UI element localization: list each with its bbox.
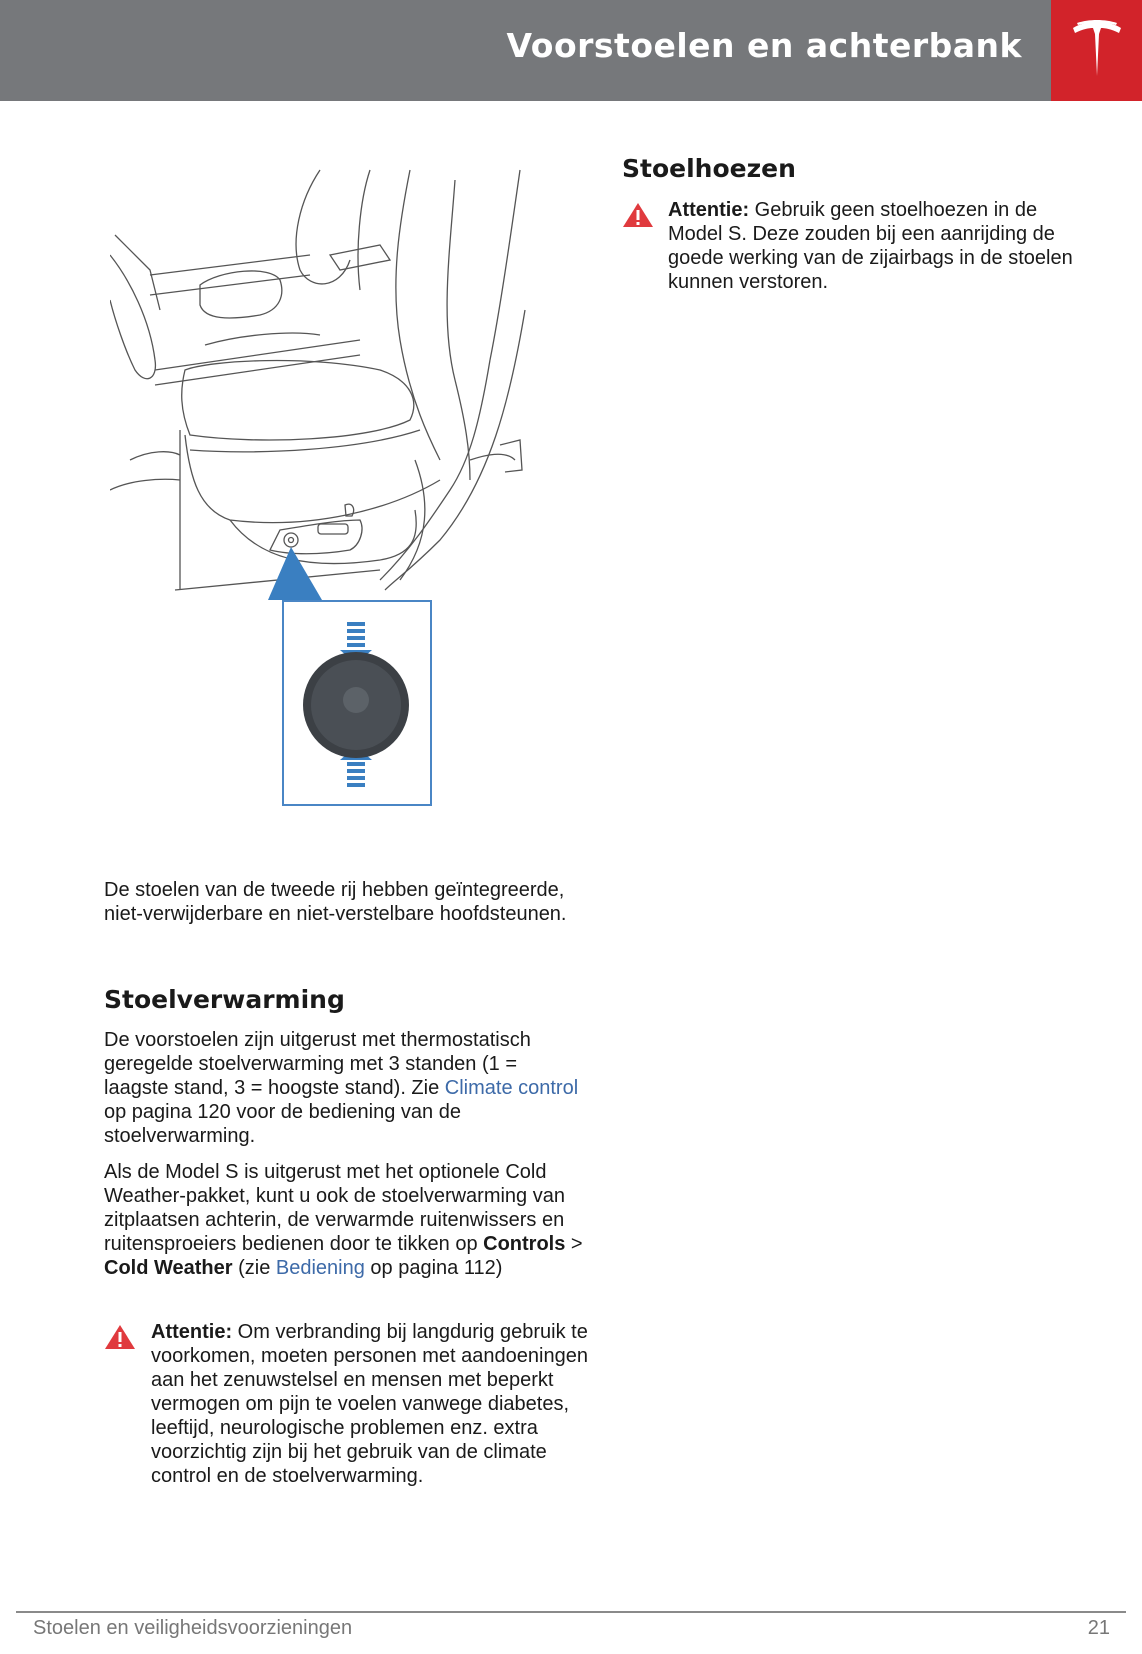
warning-label: Attentie: bbox=[151, 1321, 233, 1343]
seat-heating-paragraph-2: Als de Model S is uitgerust met het optionele Cold Weather-pakket, kunt u ook de stoelverwarming van zitplaatsen achterin, de verwarmde ruitenwissers en ruitensproeiers bedienen door te tikken op Controls > Cold Weather (zie Bediening op pagina 112) bbox=[104, 1161, 583, 1279]
cold-weather-label: Cold Weather bbox=[104, 1257, 233, 1279]
warning-label: Attentie: bbox=[668, 199, 750, 221]
seat-knob-press-icon bbox=[284, 602, 430, 804]
warning-triangle-icon bbox=[104, 1324, 136, 1350]
headrest-paragraph: De stoelen van de tweede rij hebben geïntegreerde, niet-verwijderbare en niet-verstelbare hoofdsteunen. bbox=[104, 879, 567, 925]
warning-triangle-icon bbox=[622, 202, 654, 228]
tesla-logo-box bbox=[1051, 0, 1142, 101]
bediening-link[interactable]: Bediening bbox=[275, 1257, 365, 1279]
seat-heating-paragraph-1: De voorstoelen zijn uitgerust met thermostatisch geregelde stoelverwarming met 3 standen (1 = laagste stand, 3 = hoogste stand). Zie Climate control op pagina 120 voor de bediening van de stoelverwarming. bbox=[104, 1029, 579, 1147]
knob-callout-box bbox=[282, 600, 432, 806]
tesla-logo-icon bbox=[1071, 20, 1123, 78]
controls-label: Controls bbox=[483, 1233, 566, 1255]
seat-illustration bbox=[110, 160, 570, 860]
climate-control-link[interactable]: Climate control bbox=[444, 1077, 579, 1099]
page-number: 21 bbox=[1087, 1617, 1110, 1639]
seat-covers-heading: Stoelhoezen bbox=[622, 154, 796, 183]
seat-heating-heading: Stoelverwarming bbox=[104, 985, 345, 1014]
footer-section-title: Stoelen en veiligheidsvoorzieningen bbox=[33, 1617, 353, 1639]
page-header bbox=[0, 0, 1142, 101]
footer-divider bbox=[16, 1611, 1126, 1613]
page-title: Voorstoelen en achterbank bbox=[506, 26, 1022, 65]
